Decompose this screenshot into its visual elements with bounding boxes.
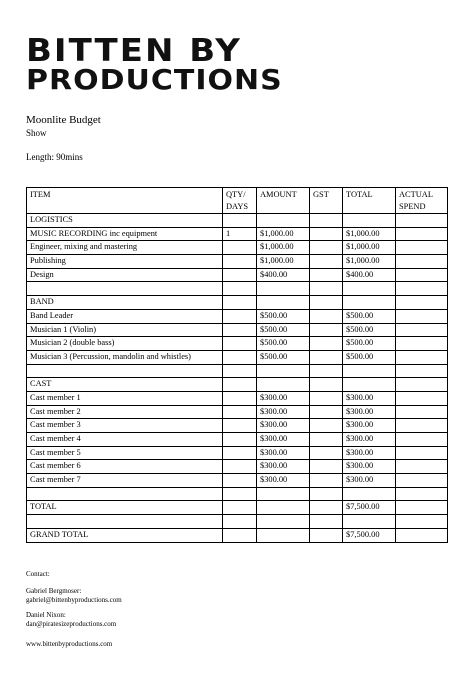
qty-cell: [223, 419, 257, 433]
table-row: [27, 323, 448, 337]
qty-cell: [223, 337, 257, 351]
item-cell: GRAND TOTAL: [27, 528, 223, 542]
amount-cell: [257, 214, 310, 228]
gst-cell: [310, 337, 343, 351]
qty-cell: 1: [223, 227, 257, 241]
show-length: Length: 90mins: [26, 152, 83, 162]
total-cell: $1,000.00: [343, 255, 396, 269]
actual-spend-cell: [396, 487, 448, 501]
column-header-amount: AMOUNT: [257, 188, 310, 214]
table-row: [27, 405, 448, 419]
qty-cell: [223, 296, 257, 310]
item-cell: CAST: [27, 378, 223, 392]
column-header-item: ITEM: [27, 188, 223, 214]
item-cell: Publishing: [27, 255, 223, 269]
total-cell: [343, 378, 396, 392]
amount-cell: $500.00: [257, 309, 310, 323]
actual-spend-cell: [396, 350, 448, 364]
table-header-row: [27, 188, 448, 214]
gst-cell: [310, 487, 343, 501]
qty-cell: [223, 487, 257, 501]
logo-line-1: BITTEN BY: [26, 32, 242, 70]
actual-spend-cell: [396, 323, 448, 337]
table-row: [27, 227, 448, 241]
actual-spend-cell: [396, 474, 448, 488]
table-row: [27, 487, 448, 501]
logo-line-2: PRODUCTIONS: [26, 64, 283, 97]
item-cell: [27, 282, 223, 296]
qty-cell: [223, 460, 257, 474]
qty-cell: [223, 255, 257, 269]
item-cell: Cast member 4: [27, 433, 223, 447]
actual-spend-cell: [396, 364, 448, 378]
total-cell: $1,000.00: [343, 227, 396, 241]
gst-cell: [310, 433, 343, 447]
actual-spend-cell: [396, 446, 448, 460]
amount-cell: $400.00: [257, 268, 310, 282]
gst-cell: [310, 296, 343, 310]
total-cell: [343, 515, 396, 529]
amount-cell: [257, 515, 310, 529]
gst-cell: [310, 501, 343, 515]
contact-person-1-email: gabriel@bittenbyproductions.com: [26, 596, 122, 604]
column-header-gst: GST: [310, 188, 343, 214]
document-title: Moonlite Budget: [26, 114, 101, 126]
actual-spend-cell: [396, 391, 448, 405]
table-row: [27, 268, 448, 282]
gst-cell: [310, 419, 343, 433]
contact-person-1-name: Gabriel Bergmoser:: [26, 587, 82, 595]
total-cell: $300.00: [343, 391, 396, 405]
qty-cell: [223, 446, 257, 460]
amount-cell: $1,000.00: [257, 255, 310, 269]
amount-cell: $500.00: [257, 350, 310, 364]
qty-cell: [223, 282, 257, 296]
column-header-actual-spend: ACTUAL SPEND: [396, 188, 448, 214]
company-logo: [26, 32, 283, 97]
gst-cell: [310, 323, 343, 337]
qty-cell: [223, 474, 257, 488]
table-row: [27, 515, 448, 529]
total-cell: [343, 364, 396, 378]
contact-heading: Contact:: [26, 570, 50, 578]
total-cell: $300.00: [343, 474, 396, 488]
table-row: [27, 364, 448, 378]
document-subtitle: Show: [26, 128, 47, 138]
actual-spend-cell: [396, 419, 448, 433]
item-cell: Design: [27, 268, 223, 282]
table-row: [27, 446, 448, 460]
total-cell: $500.00: [343, 337, 396, 351]
gst-cell: [310, 227, 343, 241]
total-cell: [343, 214, 396, 228]
table-row: [27, 378, 448, 392]
item-cell: Cast member 5: [27, 446, 223, 460]
gst-cell: [310, 515, 343, 529]
table-row: [27, 241, 448, 255]
gst-cell: [310, 350, 343, 364]
gst-cell: [310, 241, 343, 255]
item-cell: Musician 1 (Violin): [27, 323, 223, 337]
item-cell: Cast member 3: [27, 419, 223, 433]
amount-cell: [257, 282, 310, 296]
table-row: [27, 501, 448, 515]
item-cell: TOTAL: [27, 501, 223, 515]
contact-block: [26, 570, 122, 649]
item-cell: LOGISTICS: [27, 214, 223, 228]
table-row: [27, 214, 448, 228]
gst-cell: [310, 405, 343, 419]
amount-cell: $300.00: [257, 433, 310, 447]
total-cell: $7,500.00: [343, 528, 396, 542]
table-row: [27, 528, 448, 542]
amount-cell: $300.00: [257, 474, 310, 488]
item-cell: BAND: [27, 296, 223, 310]
amount-cell: [257, 528, 310, 542]
table-row: [27, 309, 448, 323]
qty-cell: [223, 268, 257, 282]
qty-cell: [223, 515, 257, 529]
amount-cell: [257, 364, 310, 378]
amount-cell: $500.00: [257, 323, 310, 337]
amount-cell: $300.00: [257, 405, 310, 419]
budget-table: [26, 187, 448, 543]
item-cell: Musician 3 (Percussion, mandolin and whistles): [27, 350, 223, 364]
actual-spend-cell: [396, 460, 448, 474]
actual-spend-cell: [396, 501, 448, 515]
table-row: [27, 474, 448, 488]
gst-cell: [310, 364, 343, 378]
qty-cell: [223, 364, 257, 378]
total-cell: $300.00: [343, 433, 396, 447]
contact-person-2-name: Daniel Nixon:: [26, 611, 66, 619]
column-header-qty: QTY/ DAYS: [223, 188, 257, 214]
actual-spend-cell: [396, 296, 448, 310]
qty-cell: [223, 323, 257, 337]
item-cell: [27, 515, 223, 529]
actual-spend-cell: [396, 515, 448, 529]
total-cell: [343, 282, 396, 296]
total-cell: $500.00: [343, 323, 396, 337]
gst-cell: [310, 391, 343, 405]
gst-cell: [310, 378, 343, 392]
total-cell: $7,500.00: [343, 501, 396, 515]
item-cell: Engineer, mixing and mastering: [27, 241, 223, 255]
table-row: [27, 419, 448, 433]
gst-cell: [310, 446, 343, 460]
actual-spend-cell: [396, 528, 448, 542]
item-cell: Cast member 7: [27, 474, 223, 488]
amount-cell: [257, 487, 310, 501]
total-cell: $300.00: [343, 405, 396, 419]
actual-spend-cell: [396, 433, 448, 447]
qty-cell: [223, 405, 257, 419]
item-cell: [27, 364, 223, 378]
item-cell: MUSIC RECORDING inc equipment: [27, 227, 223, 241]
qty-cell: [223, 241, 257, 255]
total-cell: [343, 296, 396, 310]
item-cell: Cast member 6: [27, 460, 223, 474]
qty-cell: [223, 528, 257, 542]
amount-cell: $300.00: [257, 446, 310, 460]
total-cell: [343, 487, 396, 501]
actual-spend-cell: [396, 241, 448, 255]
total-cell: $500.00: [343, 350, 396, 364]
table-row: [27, 391, 448, 405]
actual-spend-cell: [396, 255, 448, 269]
table-row: [27, 255, 448, 269]
amount-cell: $1,000.00: [257, 227, 310, 241]
amount-cell: $500.00: [257, 337, 310, 351]
table-row: [27, 282, 448, 296]
actual-spend-cell: [396, 378, 448, 392]
item-cell: Cast member 1: [27, 391, 223, 405]
actual-spend-cell: [396, 405, 448, 419]
total-cell: $1,000.00: [343, 241, 396, 255]
amount-cell: $1,000.00: [257, 241, 310, 255]
item-cell: [27, 487, 223, 501]
total-cell: $400.00: [343, 268, 396, 282]
total-cell: $300.00: [343, 419, 396, 433]
qty-cell: [223, 378, 257, 392]
total-cell: $300.00: [343, 460, 396, 474]
actual-spend-cell: [396, 268, 448, 282]
amount-cell: [257, 378, 310, 392]
item-cell: Band Leader: [27, 309, 223, 323]
gst-cell: [310, 528, 343, 542]
table-row: [27, 337, 448, 351]
actual-spend-cell: [396, 282, 448, 296]
amount-cell: [257, 501, 310, 515]
contact-website: www.bittenbyproductions.com: [26, 640, 113, 648]
total-cell: $300.00: [343, 446, 396, 460]
gst-cell: [310, 282, 343, 296]
qty-cell: [223, 309, 257, 323]
qty-cell: [223, 350, 257, 364]
gst-cell: [310, 309, 343, 323]
qty-cell: [223, 391, 257, 405]
actual-spend-cell: [396, 214, 448, 228]
column-header-total: TOTAL: [343, 188, 396, 214]
gst-cell: [310, 474, 343, 488]
actual-spend-cell: [396, 227, 448, 241]
qty-cell: [223, 214, 257, 228]
gst-cell: [310, 214, 343, 228]
item-cell: Musician 2 (double bass): [27, 337, 223, 351]
actual-spend-cell: [396, 309, 448, 323]
item-cell: Cast member 2: [27, 405, 223, 419]
contact-person-2-email: dan@piratesizeproductions.com: [26, 620, 117, 628]
qty-cell: [223, 501, 257, 515]
table-row: [27, 460, 448, 474]
table-row: [27, 433, 448, 447]
gst-cell: [310, 268, 343, 282]
total-cell: $500.00: [343, 309, 396, 323]
table-row: [27, 296, 448, 310]
actual-spend-cell: [396, 337, 448, 351]
amount-cell: $300.00: [257, 460, 310, 474]
amount-cell: [257, 296, 310, 310]
budget-table-body: [27, 214, 448, 543]
gst-cell: [310, 255, 343, 269]
gst-cell: [310, 460, 343, 474]
amount-cell: $300.00: [257, 419, 310, 433]
table-row: [27, 350, 448, 364]
qty-cell: [223, 433, 257, 447]
amount-cell: $300.00: [257, 391, 310, 405]
